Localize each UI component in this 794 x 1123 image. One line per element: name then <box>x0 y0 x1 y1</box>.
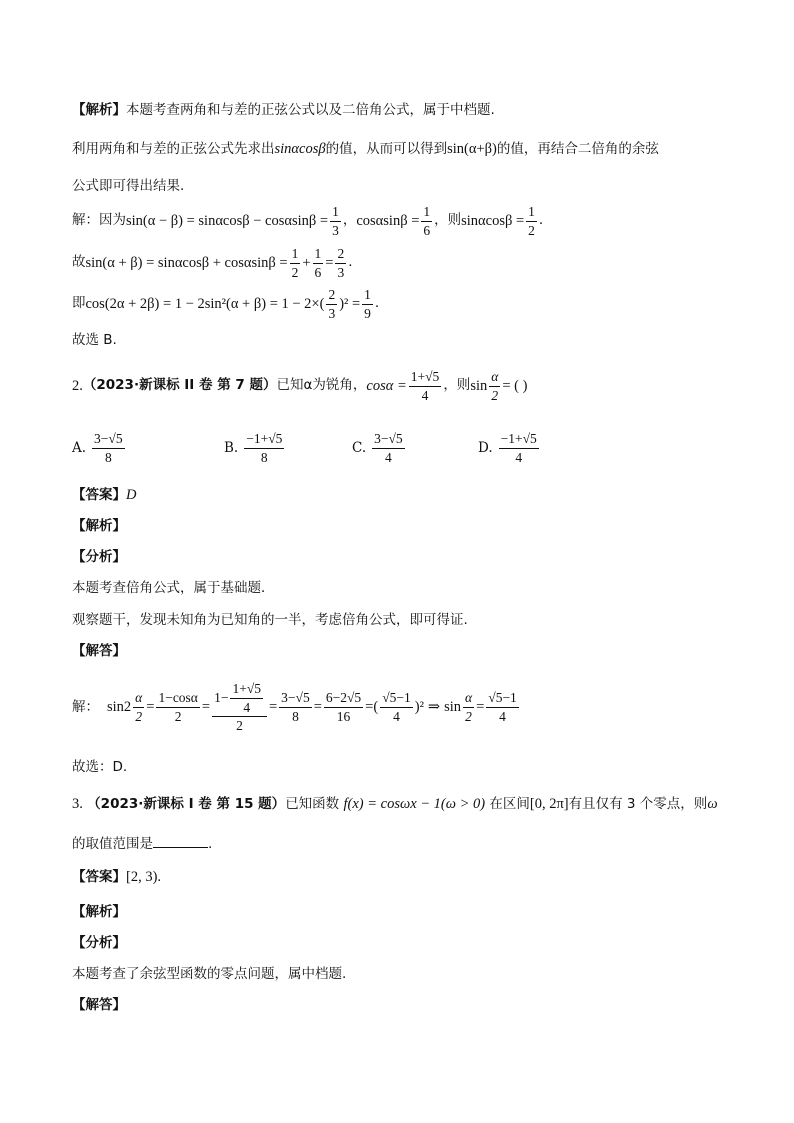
frac-den: 2 <box>465 708 472 724</box>
q2-eq-2: = <box>201 699 211 715</box>
q2-option-b[interactable] <box>224 432 286 464</box>
q2-option-a[interactable] <box>72 432 127 464</box>
q2-sol-frac-5 <box>380 691 413 723</box>
q1-choice: 故选 B. <box>72 332 117 348</box>
frac-num <box>212 682 267 717</box>
q2-fenxi-tag: 【分析】 <box>72 549 126 565</box>
q3-func: f(x) = cosωx − 1(ω > 0) <box>343 796 486 812</box>
q2-sol-frac-6 <box>486 691 519 723</box>
q1-ji-prefix: 即 <box>72 295 86 312</box>
frac-num: 1−cosα <box>156 691 199 708</box>
q1-frac-1-2 <box>526 205 537 237</box>
q1-solution-line <box>72 205 543 237</box>
q1-method-line <box>72 142 659 157</box>
frac-den: 6 <box>314 264 322 280</box>
frac-den: 4 <box>421 387 429 403</box>
q2-sin-2: sin <box>444 699 461 715</box>
option-label: A. <box>72 440 87 456</box>
q1-so-eq: sin(α + β) = sinαcosβ + cosαsinβ = <box>85 254 288 271</box>
q1-analysis-tag: 【解析】 <box>72 102 126 118</box>
q3-fenxi-tag: 【分析】 <box>72 935 126 951</box>
q1-method-b: 的值，从而可以得到 <box>325 141 448 157</box>
frac-num: 1 <box>290 247 301 264</box>
q2-sin-label: sin <box>470 377 488 394</box>
q3-number: 3. <box>72 796 83 812</box>
q2-answer: D <box>126 487 137 503</box>
q1-period: . <box>538 212 544 229</box>
frac-den: 2 <box>236 718 243 733</box>
q1-method-a: 利用两角和与差的正弦公式先求出 <box>72 141 275 157</box>
frac-num: 3−√5 <box>92 432 125 449</box>
frac-num: √5−1 <box>486 691 519 708</box>
q3-stem-c: 有且仅有 3 个零点，则 <box>568 796 708 812</box>
q3-stem-e: . <box>208 836 213 852</box>
q1-comma: ， <box>342 212 357 229</box>
frac-num: 2 <box>326 288 337 305</box>
q1-method-c: 的值，再结合二倍角的余弦 <box>496 141 659 157</box>
q2-sq: 2 <box>123 699 132 715</box>
q2-answer-line <box>72 488 136 503</box>
q1-analysis-text: 本题考查两角和与差的正弦公式以及二倍角公式，属于中档题. <box>126 102 495 118</box>
frac-den: 3 <box>328 305 336 321</box>
q2-cos-frac <box>409 370 442 402</box>
q3-stem <box>72 797 718 812</box>
q1-ji-line <box>72 288 379 320</box>
q3-interval: [0, 2π] <box>529 796 569 812</box>
q1-frac-1-9 <box>362 288 373 320</box>
q1-sol-eq3: sinαcosβ = <box>461 212 525 229</box>
q1-frac-2-3 <box>335 247 346 279</box>
q2-analysis-tag: 【解析】 <box>72 518 126 534</box>
option-label: C. <box>352 440 367 456</box>
frac-num: α <box>489 370 500 387</box>
q1-so-line <box>72 247 353 279</box>
frac-num: 1+√5 <box>409 370 442 387</box>
q2-eq-3: = <box>268 699 278 715</box>
q2-stem-c: = ( ) <box>502 377 528 394</box>
frac-num: 2 <box>335 247 346 264</box>
q1-frac-1-6 <box>421 205 432 237</box>
q1-plus: + <box>302 254 311 271</box>
frac-den: 8 <box>292 708 299 724</box>
frac-den: 4 <box>385 449 392 465</box>
frac-num: 6−2√5 <box>324 691 363 708</box>
frac-num: 3−√5 <box>279 691 312 708</box>
q2-solution <box>72 682 521 733</box>
q2-sol-half-alpha-2 <box>463 691 474 723</box>
q1-analysis-line <box>72 104 495 118</box>
frac-den: 3 <box>337 264 345 280</box>
frac-num: √5−1 <box>380 691 413 708</box>
q2-eq-4: = <box>313 699 322 715</box>
q2-source: （2023·新课标 II 卷 第 7 题） <box>82 377 277 394</box>
q1-method-m1: sinαcosβ <box>274 141 326 157</box>
q1-frac-1-3 <box>330 205 341 237</box>
frac-num: 3−√5 <box>372 432 405 449</box>
q2-half-alpha <box>489 370 500 402</box>
q2-sol-prefix: 解： <box>72 698 99 715</box>
q1-sol-then: ，则 <box>434 212 462 229</box>
q1-ji-mid: )² = <box>339 295 361 312</box>
q2-sin: sin <box>107 699 124 715</box>
frac-num: −1+√5 <box>244 432 284 449</box>
q2-eq-5: = <box>365 699 374 715</box>
q2-number: 2. <box>72 377 83 394</box>
q2-option-c[interactable] <box>352 432 407 464</box>
q1-sol-eq1: sin(α − β) = sinαcosβ − cosαsinβ = <box>126 212 329 229</box>
q2-stem <box>72 370 527 402</box>
frac-den: 2 <box>174 708 182 724</box>
frac-num: α <box>463 691 474 708</box>
frac-den: 8 <box>260 449 268 465</box>
q3-answer-tag: 【答案】 <box>72 869 126 885</box>
frac-den: 4 <box>515 449 523 465</box>
q1-frac-1-2b <box>290 247 301 279</box>
q2-eq-1: = <box>146 699 155 715</box>
q3-answer-line <box>72 870 161 885</box>
q3-jieda-tag: 【解答】 <box>72 997 126 1013</box>
frac-den: 2 <box>291 264 299 280</box>
frac-den: 2 <box>528 222 535 238</box>
q3-omega: ω <box>707 796 718 812</box>
frac-num: 1 <box>330 205 341 222</box>
q2-answer-tag: 【答案】 <box>72 487 126 503</box>
q2-jieda-tag: 【解答】 <box>72 643 126 659</box>
q1-period-2: . <box>348 254 353 271</box>
option-frac <box>244 432 284 464</box>
q1-frac-2-3b <box>326 288 337 320</box>
q1-method-line-2 <box>72 180 184 194</box>
frac-num: 1 <box>421 205 432 222</box>
q1-period-3: . <box>374 295 380 312</box>
q2-sol-frac-1 <box>156 691 199 723</box>
frac-num-a: 1− <box>214 690 229 706</box>
q1-so-prefix: 故 <box>72 254 86 271</box>
q2-stem-a: 已知α为锐角， <box>276 377 367 394</box>
q1-equals: = <box>325 254 334 271</box>
q2-cos-label: cosα = <box>366 377 407 394</box>
q3-source: （2023·新课标 I 卷 第 15 题） <box>87 796 286 812</box>
q3-answer: [2, 3). <box>126 869 162 885</box>
frac-num: 1 <box>313 247 324 264</box>
frac-den: 6 <box>423 222 431 238</box>
q3-answer-blank[interactable] <box>153 835 208 848</box>
q2-sol-frac-3 <box>279 691 312 723</box>
q2-open: ( <box>373 699 379 715</box>
option-frac <box>499 432 539 464</box>
q3-stem-2 <box>72 835 212 852</box>
q1-sol-prefix: 解：因为 <box>72 212 126 229</box>
q2-stem-b: ，则 <box>443 377 471 394</box>
frac-num: 1+√5 <box>230 682 263 699</box>
q2-sol-frac-2 <box>212 682 267 733</box>
option-frac <box>372 432 405 464</box>
option-frac <box>92 432 125 464</box>
frac-den: 16 <box>336 708 351 724</box>
frac-den: 2 <box>135 708 143 724</box>
q3-analysis-tag: 【解析】 <box>72 904 126 920</box>
q2-choice: 故选：D. <box>72 759 128 775</box>
frac-num: 1 <box>526 205 537 222</box>
q3-stem-b: 在区间 <box>489 796 530 812</box>
frac-den: 4 <box>393 708 400 724</box>
q2-implies: ⇒ <box>427 699 441 715</box>
q3-stem-d: 的取值范围是 <box>72 836 153 852</box>
q2-close: )² <box>414 699 424 715</box>
q2-sol-frac-4 <box>324 691 363 723</box>
option-label: B. <box>224 440 239 456</box>
q1-frac-1-6b <box>313 247 324 279</box>
frac-den: 4 <box>243 699 251 715</box>
q3-stem-a: 已知函数 <box>285 796 340 812</box>
frac-den: 8 <box>104 449 112 465</box>
q2-sol-half-alpha <box>133 691 144 723</box>
q3-fenxi-1: 本题考查了余弦型函数的零点问题，属中档题. <box>72 966 347 982</box>
frac-den: 3 <box>332 222 339 238</box>
q2-eq-6: = <box>476 699 485 715</box>
q1-sol-eq2: cosαsinβ = <box>356 212 420 229</box>
q2-option-d[interactable] <box>478 432 541 464</box>
frac-num: 1 <box>362 288 373 305</box>
inner-frac <box>230 682 263 714</box>
frac-den: 2 <box>491 387 499 403</box>
q2-fenxi-2: 观察题干，发现未知角为已知角的一半，考虑倍角公式，即可得证. <box>72 612 468 628</box>
q1-ji-eq: cos(2α + 2β) = 1 − 2sin²(α + β) = 1 − 2×( <box>85 295 325 312</box>
q1-method-m2: sin(α+β) <box>447 141 497 157</box>
option-label: D. <box>478 440 493 456</box>
q2-fenxi-1: 本题考查倍角公式，属于基础题． <box>72 580 275 596</box>
frac-den: 9 <box>364 305 371 321</box>
frac-num: α <box>133 691 144 708</box>
q1-method-d: 公式即可得出结果. <box>72 178 185 194</box>
frac-den: 4 <box>499 708 506 724</box>
frac-num: −1+√5 <box>499 432 539 449</box>
